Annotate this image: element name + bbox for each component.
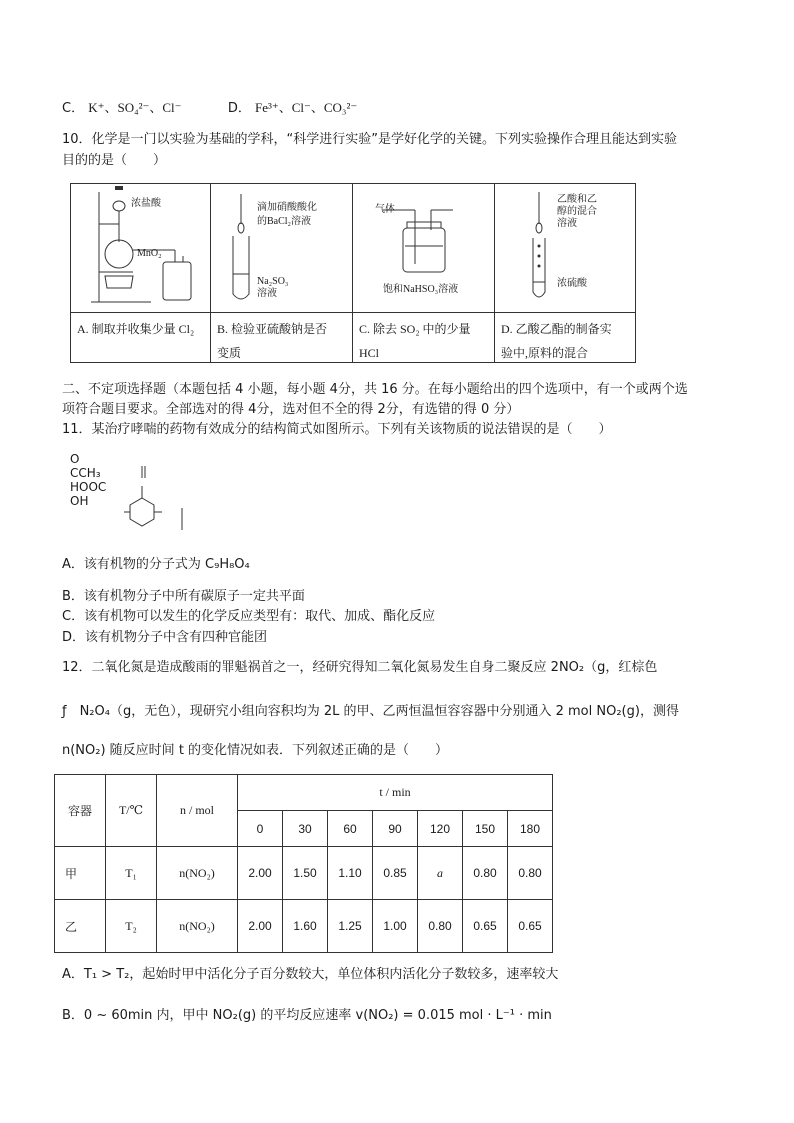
q11-structure-diagram — [70, 452, 190, 532]
value-cell: 1.10 — [328, 847, 373, 900]
q11-option-b: B．该有机物分子中所有碳原子一定共平面 — [62, 589, 305, 604]
struct-hooc: HOOC — [70, 480, 107, 494]
struct-o: O — [70, 452, 80, 466]
row-n: n(NO₂) — [157, 847, 238, 900]
caption-c-line2: HCl — [359, 346, 380, 360]
q9-option-d-label: D． — [227, 101, 251, 116]
caption-d-line2: 验中,原料的混合 — [501, 346, 589, 360]
q10-stem-line1: 10．化学是一门以实验为基础的学科，“科学进行实验”是学好化学的关键。下列实验操作合理且能达到实验 — [62, 132, 678, 147]
caption-c-line1: C. 除去 SO₂ 中的少量 — [359, 322, 471, 336]
q10-caption-d — [495, 312, 635, 362]
label-na2so3: Na₂SO₃ — [257, 276, 289, 287]
q10-cell-b — [211, 184, 353, 362]
label-acid-alcohol-3: 溶液 — [557, 218, 577, 229]
value-cell: 1.25 — [328, 900, 373, 953]
value-cell: 2.00 — [238, 900, 283, 953]
time-cell: 0 — [238, 811, 283, 847]
header-n: n / mol — [157, 775, 238, 847]
struct-cch3: CCH₃ — [70, 466, 101, 480]
time-cell: 90 — [373, 811, 418, 847]
time-cell: 120 — [418, 811, 463, 847]
row-container: 甲 — [55, 847, 106, 900]
q10-experiment-figure — [70, 183, 636, 363]
q9-option-c: K⁺、SO₄²⁻、Cl⁻ — [88, 100, 182, 115]
q9-option-c-label: C． — [62, 101, 85, 116]
q9-option-d: Fe³⁺、Cl⁻、CO₃²⁻ — [254, 100, 358, 115]
header-temp: T/℃ — [106, 775, 157, 847]
q10-cell-d — [495, 184, 635, 362]
caption-b-line2: 变质 — [217, 346, 242, 360]
header-t: t / min — [238, 775, 553, 811]
time-cell: 180 — [508, 811, 553, 847]
label-acid-alcohol-2: 醇的混合 — [557, 206, 597, 217]
q11-option-d: D．该有机物分子中含有四种官能团 — [62, 630, 268, 645]
section2-line1: 二、不定项选择题（本题包括 4 小题，每小题 4分，共 16 分。在每小题给出的四个选项中，有一个或两个选 — [62, 382, 688, 397]
caption-a-text: A. 制取并收集少量 Cl₂ — [77, 322, 195, 336]
q10-cell-c — [353, 184, 495, 362]
q11-option-a: A．该有机物的分子式为 C₉H₈O₄ — [62, 557, 250, 572]
value-cell: 1.60 — [283, 900, 328, 953]
q12-stem-line3: n(NO₂) 随反应时间 t 的变化情况如表．下列叙述正确的是（ ） — [62, 743, 449, 758]
label-conc-h2so4: 浓硫酸 — [557, 278, 587, 289]
time-cell: 30 — [283, 811, 328, 847]
label-acidified-bacl2-2: 的BaCl₂溶液 — [257, 216, 312, 227]
q12-option-b: B．0 ~ 60min 内，甲中 NO₂(g) 的平均反应速率 v(NO₂) = 0.015 mol · L⁻¹ · min — [62, 1008, 552, 1023]
q11-stem: 11．某治疗哮喘的药物有效成分的结构简式如图所示。下列有关该物质的说法错误的是（ ） — [62, 422, 612, 437]
caption-b-line1: B. 检验亚硫酸钠是否 — [217, 322, 328, 336]
q12-data-table — [54, 774, 553, 953]
value-cell: 0.65 — [508, 900, 553, 953]
q11-option-c: C．该有机物可以发生的化学反应类型有：取代、加成、酯化反应 — [62, 609, 436, 624]
row-temp: T₁ — [106, 847, 157, 900]
label-acidified-bacl2-1: 滴加硝酸酸化 — [257, 202, 317, 213]
value-cell: 2.00 — [238, 847, 283, 900]
q10-caption-c — [353, 312, 494, 362]
q10-stem-line2: 目的的是（ ） — [62, 153, 167, 168]
row-container: 乙 — [55, 900, 106, 953]
row-temp: T₂ — [106, 900, 157, 953]
q10-caption-a — [71, 312, 211, 362]
label-conc-hcl: 浓盐酸 — [131, 198, 161, 209]
q10-cell-a — [71, 184, 211, 362]
label-acid-alcohol-1: 乙酸和乙 — [557, 194, 597, 205]
section2-line2: 项符合题目要求。全部选对的得 4分，选对但不全的得 2分，有选错的得 0 分） — [62, 402, 520, 417]
value-cell: 1.50 — [283, 847, 328, 900]
label-mno2: MnO₂ — [137, 248, 162, 259]
q10-caption-b — [211, 312, 352, 362]
time-cell: 150 — [463, 811, 508, 847]
label-sat-nahso3: 饱和NaHSO₃溶液 — [383, 284, 459, 295]
value-cell: 0.85 — [373, 847, 418, 900]
struct-oh: OH — [70, 494, 89, 508]
header-container: 容器 — [55, 775, 106, 847]
value-cell: 0.80 — [463, 847, 508, 900]
value-cell: 0.80 — [418, 900, 463, 953]
row-n: n(NO₂) — [157, 900, 238, 953]
benzene-ring-diagram — [70, 452, 190, 532]
q12-option-a: A．T₁ > T₂，起始时甲中活化分子百分数较大，单位体积内活化分子数较多，速率较大 — [62, 967, 559, 982]
value-cell: a — [418, 847, 463, 900]
label-gas: 气体 — [375, 204, 395, 215]
q9-options-row — [62, 99, 357, 118]
q12-stem-line2: ƒ N₂O₄（g，无色），现研究小组向容积均为 2L 的甲、乙两恒温恒容容器中分别通入 2 mol NO₂(g)，测得 — [62, 704, 679, 719]
value-cell: 0.65 — [463, 900, 508, 953]
caption-d-line1: D. 乙酸乙酯的制备实 — [501, 322, 612, 336]
q12-stem-line1: 12．二氧化氮是造成酸雨的罪魁祸首之一，经研究得知二氧化氮易发生自身二聚反应 2NO₂（g，红棕色 — [62, 660, 658, 675]
value-cell: 0.80 — [508, 847, 553, 900]
time-cell: 60 — [328, 811, 373, 847]
label-solution-b: 溶液 — [257, 288, 277, 299]
value-cell: 1.00 — [373, 900, 418, 953]
